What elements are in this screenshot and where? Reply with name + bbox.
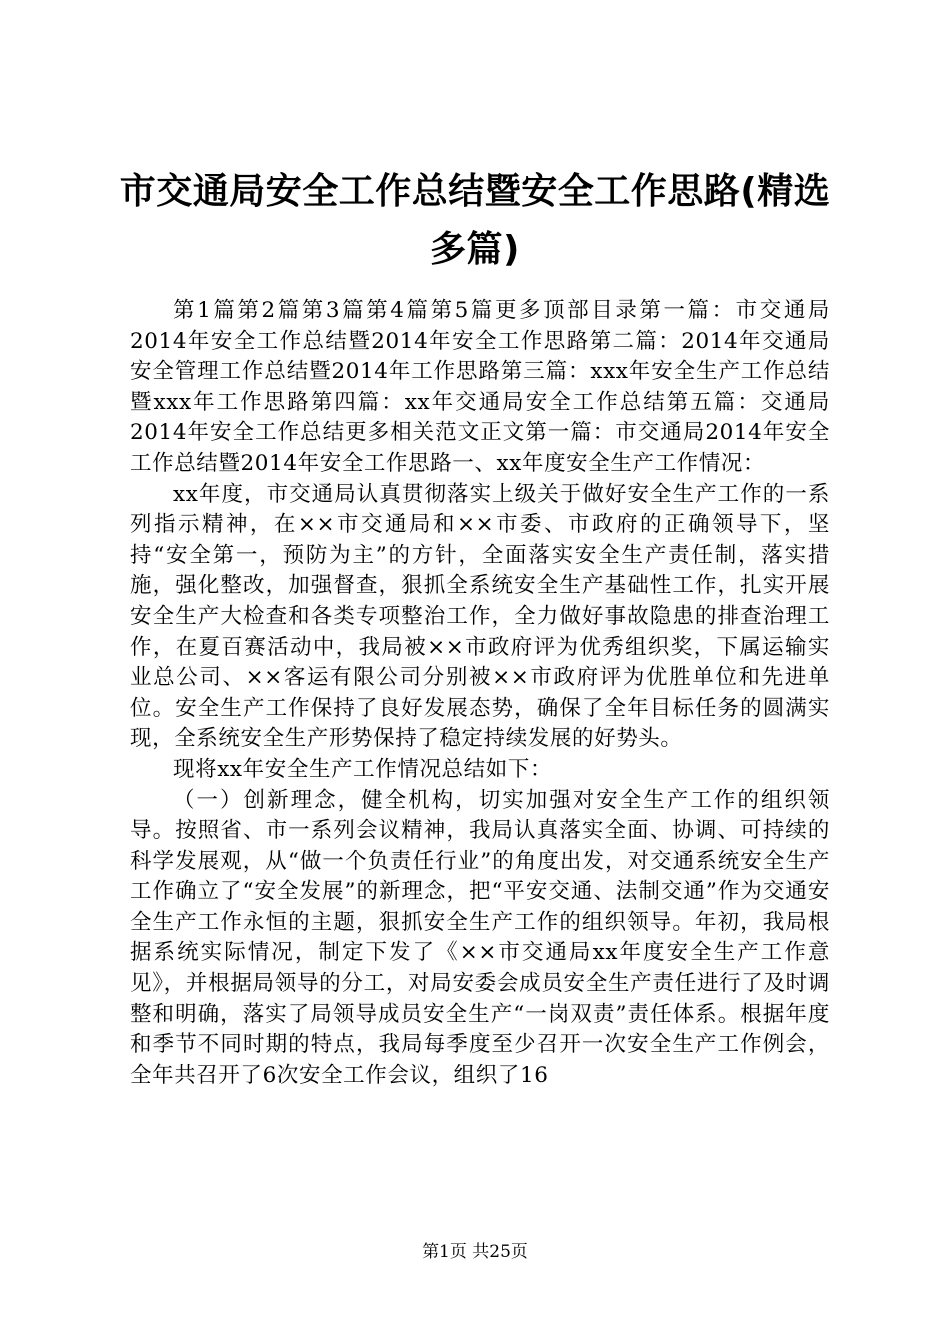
paragraph-table-of-contents: 第1篇第2篇第3篇第4篇第5篇更多顶部目录第一篇：市交通局2014年安全工作总结暨2014年安全工作思路第二篇：2014年交通局安全管理工作总结暨2014年工作思路第三篇：xxx年安全生产工作总结暨xxx年工作思路第四篇：xx年交通局安全工作总结第五篇：交通局2014年安全工作总结更多相关范文正文第一篇：市交通局2014年安全工作总结暨2014年安全工作思路一、xx年度安全生产工作情况：: [130, 298, 830, 476]
document-body: [130, 296, 830, 1091]
paragraph-section-one: （一）创新理念，健全机构，切实加强对安全生产工作的组织领导。按照省、市一系列会议精神，我局认真落实全面、协调、可持续的科学发展观，从“做一个负责任行业”的角度出发，对交通系统安全生产工作确立了“安全发展”的新理念，把“平安交通、法制交通”作为交通安全生产工作永恒的主题，狠抓安全生产工作的组织领导。年初，我局根据系统实际情况，制定下发了《××市交通局xx年度安全生产工作意见》，并根据局领导的分工，对局安委会成员安全生产责任进行了及时调整和明确，落实了局领导成员安全生产“一岗双责”责任体系。根据年度和季节不同时期的特点，我局每季度至少召开一次安全生产工作例会，全年共召开了6次安全工作会议，组织了16: [130, 787, 830, 1088]
paragraph-annual-overview: xx年度，市交通局认真贯彻落实上级关于做好安全生产工作的一系列指示精神，在××市交通局和××市委、市政府的正确领导下，坚持“安全第一，预防为主”的方针，全面落实安全生产责任制，落实措施，强化整改，加强督查，狠抓全系统安全生产基础性工作，扎实开展安全生产大检查和各类专项整治工作，全力做好事故隐患的排查治理工作，在夏百赛活动中，我局被××市政府评为优秀组织奖，下属运输实业总公司、××客运有限公司分别被××市政府评为优胜单位和先进单位。安全生产工作保持了良好发展态势，确保了全年目标任务的圆满实现，全系统安全生产形势保持了稳定持续发展的好势头。: [130, 481, 830, 752]
document-title: 市交通局安全工作总结暨安全工作思路(精选多篇): [119, 171, 831, 270]
page-number-footer: 第1页 共25页: [422, 1242, 528, 1262]
paragraph-summary-intro: 现将xx年安全生产工作情况总结如下：: [173, 756, 553, 782]
